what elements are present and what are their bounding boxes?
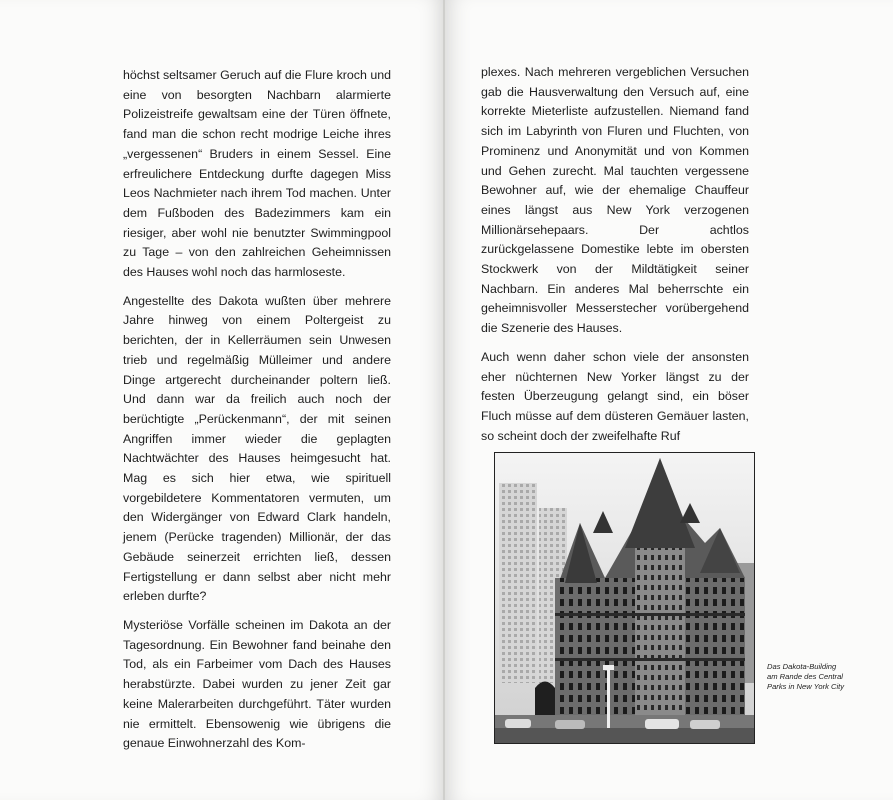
caption-line: am Rande des Central [767, 672, 843, 681]
right-text-column [481, 63, 749, 446]
photo-caption [767, 662, 877, 692]
building-illustration-icon [495, 453, 754, 743]
left-text-column [123, 66, 391, 754]
paragraph: Mysteriöse Vorfälle scheinen im Dakota an der Tagesordnung. Ein Bewohner fand beinahe den Tod, als ein Farbeimer vom Dach des Hauses herabstürzte. Dabei wurden zu jener Zeit gar keine Malerarbeiten durchgeführt. Täter wurden nie ermittelt. Ebensowenig wie übrigens die genaue Einwohnerzahl des Kom- [123, 617, 391, 751]
dakota-building-photo [494, 452, 755, 744]
paragraph: Angestellte des Dakota wußten über mehrere Jahre hinweg von einem Poltergeist zu berichten, der in Kellerräumen sein Unwesen trieb und regelmäßig Mülleimer und andere Dinge artgerecht durcheinander poltern ließ. Und dann war da freilich auch noch der berüchtigte „Perückenmann“, der mit seinen Angriffen immer wieder die geplagten Nachtwächter des Hauses heimgesucht hat. Mag es sich hier etwa, wie spirituell vorgebildetere Kommentatoren vermuten, um den Widergänger von Edward Clark handeln, jenem (Perücke tragenden) Millionär, der das Gebäude seinerzeit errichten ließ, dessen Fertigstellung er dann selbst aber nicht mehr erleben durfte? [123, 293, 391, 604]
caption-line: Parks in New York City [767, 682, 845, 691]
paragraph: Auch wenn daher schon viele der ansonsten eher nüchternen New Yorker längst zu der festen Überzeugung gelangt sind, ein böser Fluch müsse auf dem düsteren Gemäuer lasten, so scheint doch der zweifelhafte Ruf [481, 349, 749, 443]
paragraph: höchst seltsamer Geruch auf die Flure kroch und eine von besorgten Nachbarn alarmierte Polizeistreife gewaltsam eine der Türen öffnete, fand man die schon recht modrige Leiche ihres „vergessenen“ Bruders in einem Sessel. Eine erfreulichere Entdeckung durfte dagegen Miss Leos Nachmieter nach ihrem Tod machen. Unter dem Fußboden des Badezimmers kam ein riesiger, aber wohl nie benutzter Swimmingpool zu Tage – von den zahlreichen Geheimnissen des Hauses wohl noch das harmloseste. [123, 68, 391, 280]
caption-line: Das Dakota-Building [767, 662, 837, 671]
left-page [0, 0, 445, 800]
paragraph: plexes. Nach mehreren vergeblichen Versuchen gab die Hausverwaltung den Versuch auf, eine korrekte Mieterliste aufzustellen. Niemand fand sich im Labyrinth von Fluren und Fluchten, von Prominenz und Anonymität und von Kommen und Gehen zurecht. Mal tauchten vergessene Bewohner auf, wie der ehemalige Chauffeur eines längst aus New York verzogenen Millionärsehepaars. Der achtlos zurückgelassene Domestike lebte im obersten Stockwerk von der Mildtätigkeit seiner Nachbarn. Ein anderes Mal beherrschte ein geheimnisvoller Messerstecher vorübergehend die Szenerie des Hauses. [481, 65, 749, 336]
